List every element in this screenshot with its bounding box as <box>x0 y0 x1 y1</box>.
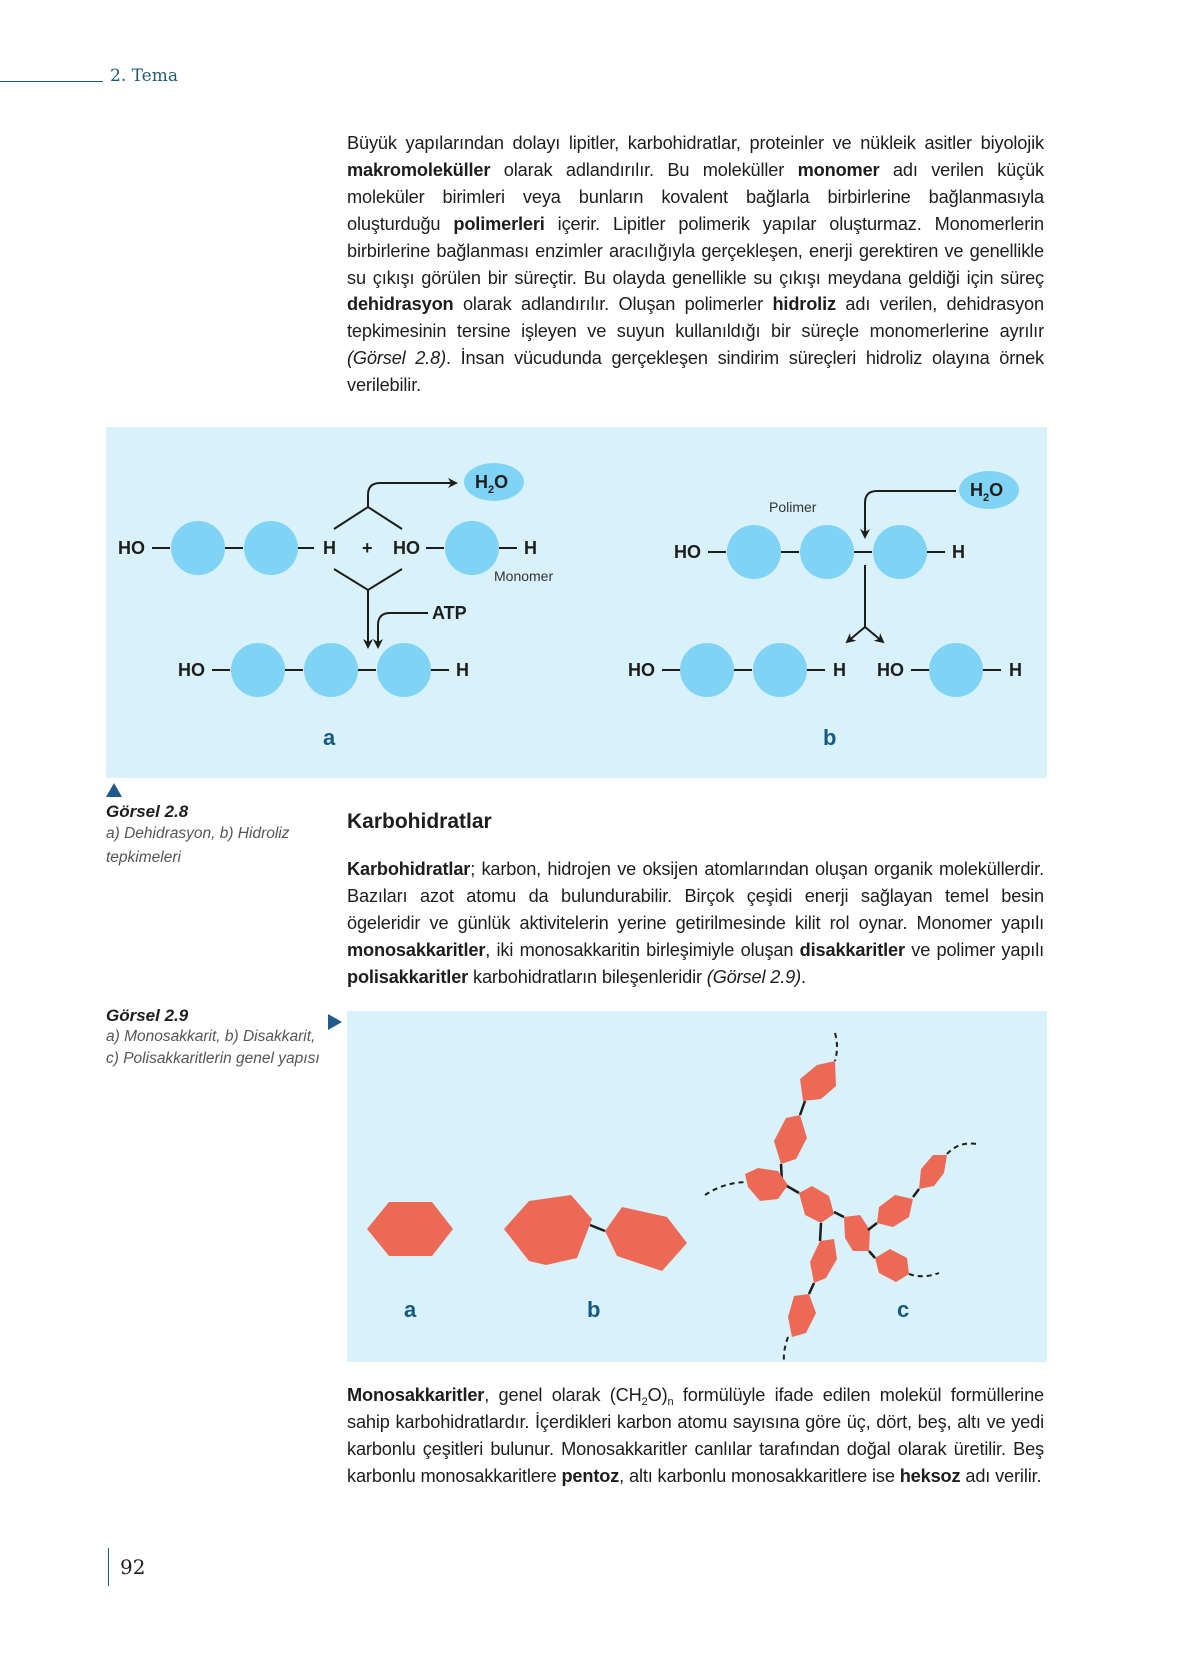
hydrogen-label: H <box>952 542 965 562</box>
footer-rule <box>108 1548 109 1586</box>
polymer-caption: Polimer <box>769 499 817 515</box>
figure-reference: (Görsel 2.8) <box>347 348 447 369</box>
hydroxyl-label: HO <box>178 660 205 680</box>
sugar-hexagon <box>605 1207 687 1271</box>
water-release-arrow <box>334 463 524 529</box>
panel-b-label: b <box>823 725 837 750</box>
hydroxyl-label: HO <box>393 538 420 558</box>
monomer-unit <box>171 521 225 575</box>
panel-b-polymer-chain <box>674 499 965 579</box>
monomer-unit <box>727 525 781 579</box>
sugar-hexagon <box>788 1294 816 1337</box>
monomer-unit <box>873 525 927 579</box>
chapter-title: 2. Tema <box>110 66 178 86</box>
monomer-unit <box>753 643 807 697</box>
bold-term: Karbohidratlar <box>347 859 471 879</box>
monomer-unit <box>231 643 285 697</box>
figure-2-9-diagram <box>347 1011 1047 1362</box>
caption-text: a) Monosakkarit, b) Disakkarit, c) Polisakkaritlerin genel yapısı <box>106 1028 320 1067</box>
label-c: c <box>897 1297 910 1322</box>
subscript: 2 <box>641 1396 648 1408</box>
bold-term: hidroliz <box>772 294 836 315</box>
figure-pointer-right-icon <box>328 1014 342 1030</box>
bold-term: monosakkaritler <box>347 939 486 960</box>
hydrogen-label: H <box>1009 660 1022 680</box>
polysaccharide <box>705 1033 977 1361</box>
figure-reference: (Görsel 2.9) <box>706 966 801 987</box>
caption-text: a) Dehidrasyon, b) Hidroliz tepkimeleri <box>106 825 290 866</box>
label-b: b <box>587 1297 601 1322</box>
hydroxyl-label: HO <box>674 542 701 562</box>
bold-term: polimerleri <box>453 213 545 234</box>
figure-2-8-panel <box>106 427 1047 778</box>
monosaccharide-hexagon <box>367 1202 453 1256</box>
hydrogen-label: H <box>323 538 336 558</box>
sugar-hexagon <box>799 1186 834 1223</box>
monomer-unit <box>244 521 298 575</box>
atp-label: ATP <box>432 603 467 623</box>
disaccharide <box>504 1195 687 1271</box>
bold-term: polisakkaritler <box>347 966 469 987</box>
section-paragraph: Karbohidratlar; karbon, hidrojen ve oksijen atomlarından oluşan organik moleküllerdir. Bazıları azot atomu da bulundurabilir. Birçok çeşidi enerji sağlayan temel besin ögeleridir ve günlük aktivitelerin yerine getirilmesinde kilit rol oynar. Monomer yapılı monosakkaritler, iki monosakkaritin birleşimiyle oluşan disakkaritler ve polimer yapılı polisakkaritler karbohidratların bileşenleridir (Görsel 2.9). <box>347 859 1044 987</box>
bold-term: monomer <box>797 159 880 180</box>
intro-paragraph: Büyük yapılarından dolayı lipitler, karbohidratlar, proteinler ve nükleik asitler biyolojik makromoleküller olarak adlandırılır. Bu moleküller monomer adı verilen küçük moleküler birimleri veya bunların kovalent bağlarla birbirlerine bağlanmasıyla oluşturduğu polimerleri içerir. Lipitler polimerik yapılar oluşturmaz. Monomerlerin birbirlerine bağlanması enzimler aracılığıyla gerçekleşen, enerji gerektiren ve genellikle su çıkışı görülen bir süreçtir. Bu olayda genellikle su çıkışı meydana geldiği için süreç dehidrasyon olarak adlandırılır. Oluşan polimerler hidroliz adı verilen, dehidrasyon tepkimesinin tersine işleyen ve suyun kullanıldığı bir süreçle monomerlerine ayrılır (Görsel 2.8). İnsan vücudunda gerçekleşen sindirim süreçleri hidroliz olayına örnek verilebilir. <box>347 133 1044 396</box>
monomer-unit <box>377 643 431 697</box>
condensation-arrow <box>334 569 467 647</box>
sugar-hexagon <box>844 1215 870 1251</box>
water-formula: $H_2O$ <box>475 472 509 496</box>
panel-a-reactant-chain <box>118 521 553 584</box>
hydroxyl-label: HO <box>628 660 655 680</box>
panel-a-label: a <box>323 725 336 750</box>
sugar-hexagon <box>875 1249 909 1282</box>
bold-term: dehidrasyon <box>347 294 454 315</box>
figure-pointer-up-icon <box>106 783 122 797</box>
hydroxyl-label: HO <box>118 538 145 558</box>
monomer-unit <box>929 643 983 697</box>
figure-2-8-diagram <box>106 427 1047 778</box>
figure-2-8-caption <box>106 802 326 870</box>
sugar-hexagon <box>800 1061 836 1101</box>
closing-paragraph: Monosakkaritler, genel olarak $(CH_2O)_n$ formülüyle ifade edilen molekül formüllerine sahip karbohidratlardır. İçerdikleri karbon atomu sayısına göre üç, dört, beş, altı ve yedi karbonlu çeşitleri bulunur. Monosakkaritler canlılar tarafından doğal olarak üretilir. Beş karbonlu monosakkaritlere pentoz, altı karbonlu monosakkaritlere ise heksoz adı verilir. <box>347 1385 1044 1486</box>
panel-b-product-right <box>877 643 1022 697</box>
water-formula: $H_2O$ <box>970 480 1004 504</box>
bold-term: Monosakkaritler <box>347 1385 485 1405</box>
subscript: n <box>667 1396 674 1408</box>
hydrogen-label: H <box>833 660 846 680</box>
plus-sign: + <box>362 538 373 558</box>
header-rule <box>0 81 103 82</box>
water-input-arrow <box>865 471 1019 537</box>
sugar-hexagon <box>919 1155 947 1189</box>
monomer-unit <box>680 643 734 697</box>
caption-title: Görsel 2.8 <box>106 802 189 821</box>
bold-term: heksoz <box>899 1465 961 1486</box>
page-number: 92 <box>120 1555 146 1579</box>
hydrogen-label: H <box>456 660 469 680</box>
hydrolysis-split-arrow <box>847 565 883 642</box>
figure-2-9-caption <box>106 1006 331 1070</box>
monomer-caption: Monomer <box>494 568 554 584</box>
caption-title: Görsel 2.9 <box>106 1006 189 1025</box>
bold-term: makromoleküller <box>347 159 491 180</box>
sugar-hexagon <box>504 1195 592 1265</box>
hydrogen-label: H <box>524 538 537 558</box>
figure-2-9-panel <box>347 1011 1047 1362</box>
monomer-unit <box>800 525 854 579</box>
sugar-hexagon <box>810 1239 837 1283</box>
section-heading: Karbohidratlar <box>347 810 492 833</box>
panel-a-product-chain <box>178 643 469 697</box>
label-a: a <box>404 1297 417 1322</box>
bold-term: pentoz <box>561 1465 620 1486</box>
panel-b-product-left <box>628 643 846 697</box>
bold-term: disakkaritler <box>799 939 905 960</box>
monomer-unit <box>304 643 358 697</box>
sugar-hexagon <box>877 1195 913 1227</box>
sugar-hexagon <box>774 1115 807 1164</box>
hydroxyl-label: HO <box>877 660 904 680</box>
monomer-unit <box>445 521 499 575</box>
